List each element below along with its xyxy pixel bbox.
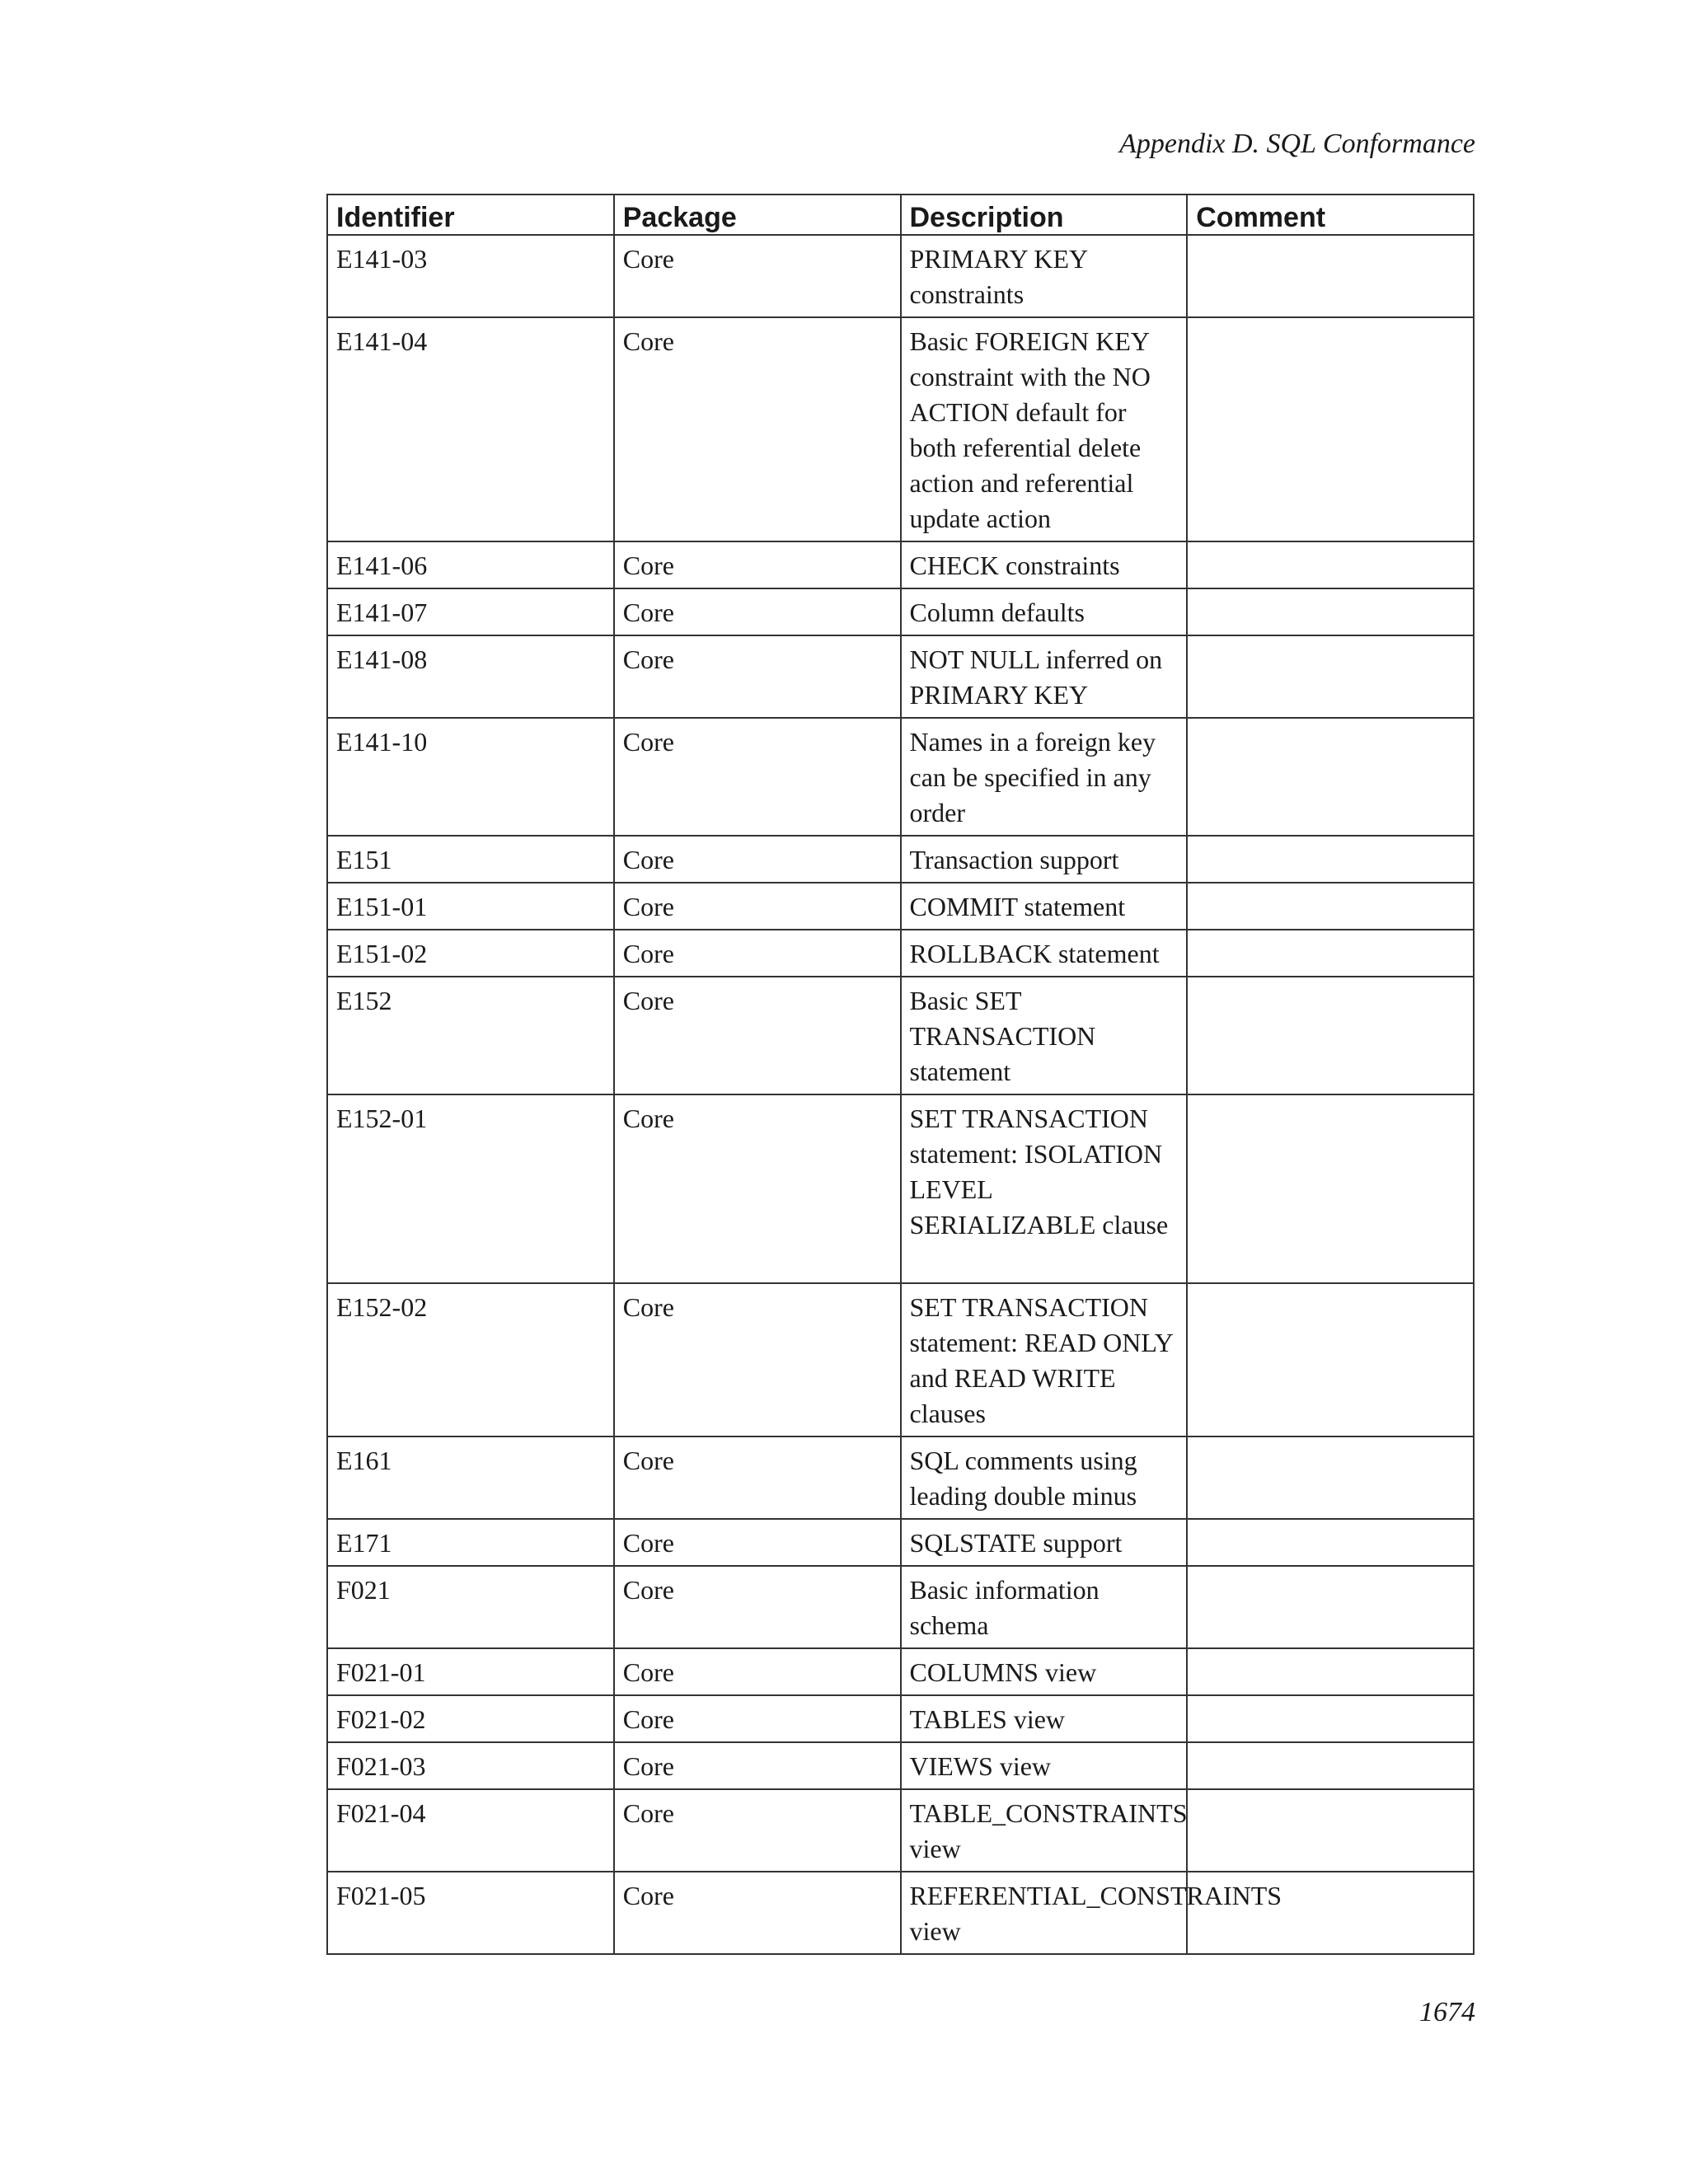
- cell-package: Core: [614, 1283, 901, 1436]
- table-row: [327, 1789, 1474, 1872]
- cell-description: TABLES view: [901, 1695, 1188, 1742]
- cell-identifier: E141-04: [327, 317, 614, 541]
- cell-description: SQLSTATE support: [901, 1519, 1188, 1566]
- description-line: view: [909, 1834, 961, 1863]
- cell-identifier: E141-07: [327, 588, 614, 635]
- page-number: 1674: [1419, 1997, 1475, 2027]
- cell-identifier: F021-04: [327, 1789, 614, 1872]
- cell-description: Names in a foreign key can be specified in any order: [901, 718, 1188, 836]
- cell-identifier: E151-02: [327, 930, 614, 977]
- table-row: [327, 1695, 1474, 1742]
- cell-package: Core: [614, 1742, 901, 1789]
- cell-package: Core: [614, 1648, 901, 1695]
- table-row: [327, 588, 1474, 635]
- cell-description: COMMIT statement: [901, 883, 1188, 930]
- cell-description: PRIMARY KEY constraints: [901, 235, 1188, 317]
- table-row: [327, 1742, 1474, 1789]
- table-row: [327, 1648, 1474, 1695]
- cell-identifier: E141-03: [327, 235, 614, 317]
- table-row: [327, 1094, 1474, 1283]
- table-row: [327, 1872, 1474, 1954]
- cell-comment: [1187, 718, 1474, 836]
- cell-package: Core: [614, 1436, 901, 1519]
- cell-package: Core: [614, 235, 901, 317]
- table-row: [327, 235, 1474, 317]
- cell-description: [901, 1789, 1188, 1872]
- column-header-package: Package: [614, 194, 901, 235]
- cell-comment: [1187, 1436, 1474, 1519]
- cell-package: Core: [614, 317, 901, 541]
- cell-comment: [1187, 588, 1474, 635]
- column-header-description: Description: [901, 194, 1188, 235]
- cell-identifier: E141-06: [327, 541, 614, 588]
- cell-description: Basic SET TRANSACTION statement: [901, 977, 1188, 1094]
- cell-package: Core: [614, 1872, 901, 1954]
- cell-package: Core: [614, 1695, 901, 1742]
- table-row: [327, 883, 1474, 930]
- cell-description: Transaction support: [901, 836, 1188, 883]
- table-row: [327, 1519, 1474, 1566]
- cell-comment: [1187, 1789, 1474, 1872]
- cell-comment: [1187, 1648, 1474, 1695]
- cell-comment: [1187, 1695, 1474, 1742]
- cell-comment: [1187, 1742, 1474, 1789]
- cell-comment: [1187, 883, 1474, 930]
- table-row: [327, 1566, 1474, 1648]
- cell-identifier: E171: [327, 1519, 614, 1566]
- cell-description: SET TRANSACTION statement: READ ONLY and READ WRITE clauses: [901, 1283, 1188, 1436]
- cell-identifier: F021-01: [327, 1648, 614, 1695]
- cell-identifier: E152: [327, 977, 614, 1094]
- cell-identifier: F021-05: [327, 1872, 614, 1954]
- cell-comment: [1187, 930, 1474, 977]
- cell-package: Core: [614, 1566, 901, 1648]
- cell-identifier: F021: [327, 1566, 614, 1648]
- table-row: [327, 718, 1474, 836]
- cell-description: NOT NULL inferred on PRIMARY KEY: [901, 635, 1188, 718]
- cell-package: Core: [614, 836, 901, 883]
- cell-package: Core: [614, 588, 901, 635]
- cell-comment: [1187, 836, 1474, 883]
- cell-comment: [1187, 1283, 1474, 1436]
- table-header-row: [327, 194, 1474, 235]
- column-header-comment: Comment: [1187, 194, 1474, 235]
- cell-comment: [1187, 541, 1474, 588]
- description-line: TABLE_CONSTRAINTS: [909, 1798, 1188, 1828]
- cell-identifier: E141-08: [327, 635, 614, 718]
- cell-package: Core: [614, 1519, 901, 1566]
- table-row: [327, 930, 1474, 977]
- cell-identifier: E152-01: [327, 1094, 614, 1283]
- table-row: [327, 1283, 1474, 1436]
- cell-package: Core: [614, 635, 901, 718]
- running-header: Appendix D. SQL Conformance: [1119, 129, 1475, 159]
- cell-identifier: F021-03: [327, 1742, 614, 1789]
- cell-identifier: E151-01: [327, 883, 614, 930]
- cell-comment: [1187, 977, 1474, 1094]
- cell-description: Column defaults: [901, 588, 1188, 635]
- cell-package: Core: [614, 1094, 901, 1283]
- cell-description: Basic FOREIGN KEY constraint with the NO ACTION default for both referential delete action and referential update action: [901, 317, 1188, 541]
- cell-package: Core: [614, 1789, 901, 1872]
- cell-comment: [1187, 1094, 1474, 1283]
- cell-comment: [1187, 1566, 1474, 1648]
- cell-package: Core: [614, 883, 901, 930]
- cell-comment: [1187, 635, 1474, 718]
- cell-identifier: E141-10: [327, 718, 614, 836]
- cell-comment: [1187, 235, 1474, 317]
- table-row: [327, 1436, 1474, 1519]
- cell-description: Basic information schema: [901, 1566, 1188, 1648]
- cell-identifier: E151: [327, 836, 614, 883]
- cell-description: CHECK constraints: [901, 541, 1188, 588]
- cell-description: SQL comments using leading double minus: [901, 1436, 1188, 1519]
- cell-comment: [1187, 317, 1474, 541]
- cell-description: ROLLBACK statement: [901, 930, 1188, 977]
- cell-comment: [1187, 1519, 1474, 1566]
- cell-description: COLUMNS view: [901, 1648, 1188, 1695]
- table-row: [327, 635, 1474, 718]
- cell-description: [901, 1872, 1282, 1954]
- table-row: [327, 317, 1474, 541]
- cell-package: Core: [614, 718, 901, 836]
- table-row: [327, 541, 1474, 588]
- table-row: [327, 977, 1474, 1094]
- table-row: [327, 836, 1474, 883]
- cell-package: Core: [614, 977, 901, 1094]
- conformance-table: [326, 194, 1475, 1955]
- cell-package: Core: [614, 541, 901, 588]
- cell-identifier: F021-02: [327, 1695, 614, 1742]
- cell-identifier: E161: [327, 1436, 614, 1519]
- description-line: REFERENTIAL_CONSTRAINTS: [909, 1881, 1282, 1910]
- cell-description: SET TRANSACTION statement: ISOLATION LEVEL SERIALIZABLE clause: [901, 1094, 1188, 1283]
- cell-package: Core: [614, 930, 901, 977]
- cell-description: VIEWS view: [901, 1742, 1188, 1789]
- column-header-identifier: Identifier: [327, 194, 614, 235]
- cell-identifier: E152-02: [327, 1283, 614, 1436]
- description-line: view: [909, 1916, 961, 1946]
